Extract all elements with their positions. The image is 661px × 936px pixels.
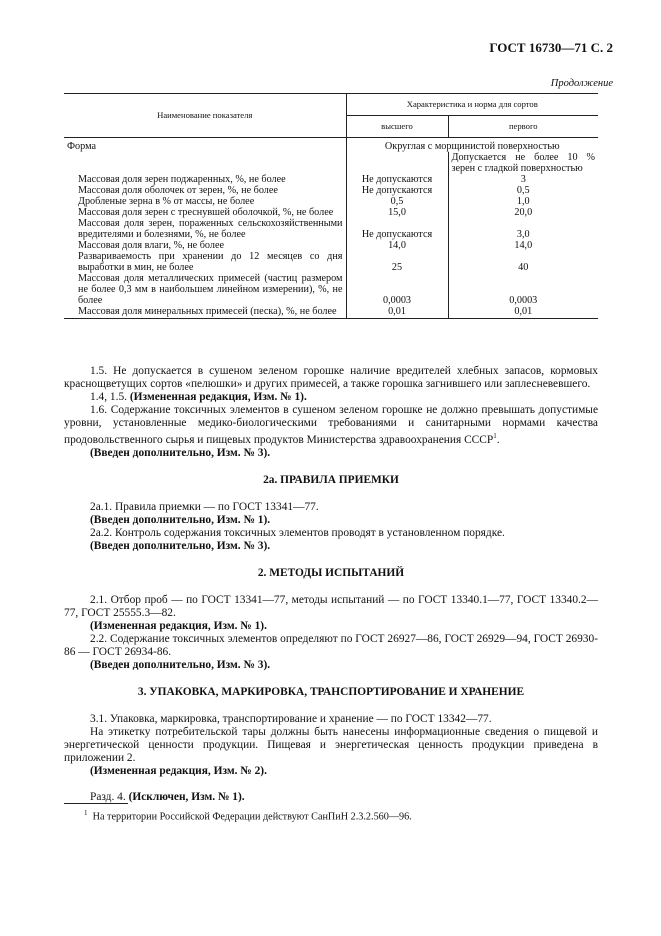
edit-note-3b: (Введен дополнительно, Изм. № 3).: [90, 539, 271, 552]
col-name-header: Наименование показателя: [64, 94, 346, 138]
row-name: Массовая доля металлических примесей (частиц размером не более 0,3 мм в наибольшем линейном измерении), %, не более: [78, 273, 343, 306]
para-1-6: [64, 404, 598, 447]
row-name: Массовая доля зерен, пораженных сельскохозяйственными вредителями и болезнями, %, не более: [78, 218, 343, 240]
table-row: [64, 251, 598, 273]
footnote-divider: [64, 803, 128, 804]
row-first-value: Допускается не более 10 % зерен с гладкой поверхностью: [448, 152, 598, 174]
edit-note-3c: (Введен дополнительно, Изм. № 3).: [90, 658, 271, 671]
spec-table: [64, 93, 598, 319]
para-2-2: 2.2. Содержание токсичных элементов определяют по ГОСТ 26927—86, ГОСТ 26929—94, ГОСТ 26930-86 — ГОСТ 26934-86.: [64, 632, 598, 658]
razd4-prefix: Разд. 4.: [90, 790, 129, 803]
edit-note-1b: (Введен дополнительно, Изм. № 1).: [90, 513, 271, 526]
row-high-value: Не допускаются: [346, 218, 448, 240]
body-text: [64, 365, 598, 804]
table-row: [64, 207, 598, 218]
table-row: [64, 273, 598, 306]
edit-note-2: (Измененная редакция, Изм. № 2).: [90, 764, 267, 777]
para-1-6-end: .: [496, 433, 500, 446]
continuation-label: Продолжение: [550, 78, 613, 89]
row-high-value: 15,0: [346, 207, 448, 218]
row-first-value: 40: [448, 251, 598, 273]
row-span-value: Округлая с морщинистой поверхностью: [346, 138, 598, 153]
table-row: [64, 138, 598, 153]
footnote: [84, 809, 412, 822]
row-first-value: 14,0: [448, 240, 598, 251]
para-3-1b: На этикетку потребительской тары должны быть нанесены информационные сведения о пищевой и энергетической ценности продукции. Пищевая и энергетическая ценность продукции приведена в приложении 2.: [64, 725, 598, 764]
section-2a-title: 2а. ПРАВИЛА ПРИЕМКИ: [263, 473, 399, 486]
para-2a-1: 2а.1. Правила приемки — по ГОСТ 13341—77.: [90, 500, 319, 513]
edit-prefix: 1.4, 1.5.: [90, 391, 130, 403]
col-high-header: высшего: [346, 116, 448, 138]
row-first-value: 3: [448, 174, 598, 185]
section-4-note: [64, 791, 598, 804]
page-header: ГОСТ 16730—71 С. 2: [489, 40, 613, 55]
para-1-6-text: 1.6. Содержание токсичных элементов в сушеном зеленом горошке не должно превышать допустимые уровни, установленные медико-биологическими требованиями и санитарными нормами качества продовольственного сырья и пищевых продуктов Министерства здравоохранения СССР: [64, 404, 598, 446]
section-2-title: 2. МЕТОДЫ ИСПЫТАНИЙ: [257, 566, 405, 579]
row-first-value: 20,0: [448, 207, 598, 218]
row-name: Массовая доля зерен с треснувшей оболочкой, %, не более: [78, 207, 334, 218]
row-name: Массовая доля влаги, %, не более: [78, 240, 224, 251]
para-3-1: 3.1. Упаковка, маркировка, транспортирование и хранение — по ГОСТ 13342—77.: [90, 712, 492, 725]
col-group-header: Характеристика и норма для сортов: [346, 94, 598, 116]
row-first-value: 0,5: [448, 185, 598, 196]
para-1-5: 1.5. Не допускается в сушеном зеленом горошке наличие вредителей хлебных запасов, кормовых краснощветущих сортов «пелюшки» и других примесей, а также горошка загнившего или заплесневевшего.: [64, 365, 598, 390]
row-name: Массовая доля оболочек от зерен, %, не более: [78, 185, 278, 196]
row-high-value: 0,0003: [346, 273, 448, 306]
col-first-header: первого: [448, 116, 598, 138]
edit-note-1c: (Измененная редакция, Изм. № 1).: [90, 619, 267, 632]
table-row: [64, 218, 598, 240]
row-name: Массовая доля минеральных примесей (песка), %, не более: [78, 306, 337, 317]
section-3-title: 3. УПАКОВКА, МАРКИРОВКА, ТРАНСПОРТИРОВАНИЕ И ХРАНЕНИЕ: [137, 685, 525, 698]
row-name: Развариваемость при хранении до 12 месяцев со дня выработки в мин, не более: [78, 251, 343, 273]
row-high-value: 14,0: [346, 240, 448, 251]
para-2a-2: 2а.2. Контроль содержания токсичных элементов проводят в установленном порядке.: [90, 526, 505, 539]
edit-text: (Измененная редакция, Изм. № 1).: [129, 391, 307, 403]
edit-note-1-4-1-5: [64, 391, 598, 404]
row-first-value: 1,0: [448, 196, 598, 207]
row-name: Дробленые зерна в % от массы, не более: [78, 196, 255, 207]
table-row: [64, 174, 598, 185]
footnote-mark: 1: [84, 809, 88, 817]
row-high-value: 0,5: [346, 196, 448, 207]
para-2-1: 2.1. Отбор проб — по ГОСТ 13341—77, методы испытаний — по ГОСТ 13340.1—77, ГОСТ 13340.2—77, ГОСТ 25555.3—82.: [64, 593, 598, 619]
row-high-value: [346, 152, 448, 174]
row-name: Массовая доля зерен поджаренных, %, не более: [78, 174, 286, 185]
footnote-ref: 1: [493, 432, 497, 440]
row-first-value: 3,0: [448, 218, 598, 240]
row-high-value: 25: [346, 251, 448, 273]
table-row: [64, 185, 598, 196]
razd4-text: (Исключен, Изм. № 1).: [128, 790, 245, 803]
row-high-value: 0,01: [346, 306, 448, 317]
row-first-value: 0,01: [448, 306, 598, 317]
footnote-text: На территории Российской Федерации действуют СанПиН 2.3.2.560—96.: [92, 811, 412, 823]
row-high-value: Не допускаются: [346, 185, 448, 196]
edit-note-3a: (Введен дополнительно, Изм. № 3).: [90, 446, 271, 459]
row-first-value: 0,0003: [448, 273, 598, 306]
table-row: [64, 306, 598, 317]
table-row: [64, 196, 598, 207]
row-name: Форма: [67, 141, 96, 152]
row-high-value: Не допускаются: [346, 174, 448, 185]
table-row: [64, 240, 598, 251]
